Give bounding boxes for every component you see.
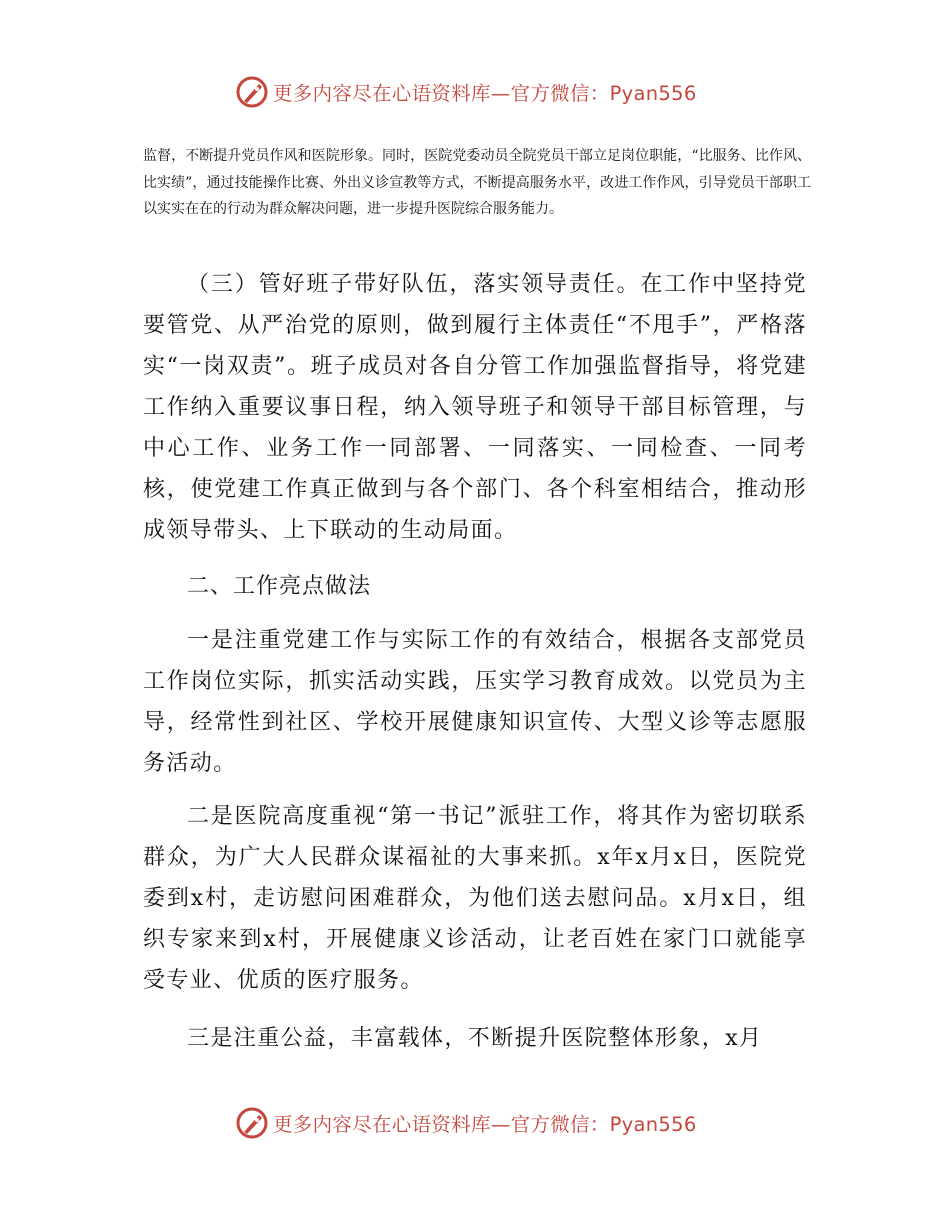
watermark-text: 更多内容尽在心语资料库—官方微信：Pyan556 — [273, 82, 697, 105]
continued-paragraph: 监督，不断提升党员作风和医院形象。同时，医院党委动员全院党员干部立足岗位职能，“比服务、比作风、比实绩”，通过技能操作比赛、外出义诊宣教等方式，不断提高服务水平，改进工作作风，引导党员干部职工以实实在在的行动为群众解决问题，进一步提升医院综合服务能力。 — [143, 148, 811, 217]
top-watermark-banner — [0, 72, 950, 112]
watermark-text: 更多内容尽在心语资料库—官方微信：Pyan556 — [273, 1113, 697, 1136]
point-two-paragraph: 二是医院高度重视“第一书记”派驻工作，将其作为密切联系群众，为广大人民群众谋福祉的大事来抓。x年x月x日，医院党委到x村，走访慰问困难群众，为他们送去慰问品。x月x日，组织专家来到x村，开展健康义诊活动，让老百姓在家门口就能享受专业、优质的医疗服务。 — [143, 804, 807, 993]
bottom-watermark-banner — [0, 1103, 950, 1143]
section-three-paragraph: （三）管好班子带好队伍，落实领导责任。在工作中坚持党要管党、从严治党的原则，做到履行主体责任“不甩手”，严格落实“一岗双责”。班子成员对各自分管工作加强监督指导，将党建工作纳入重要议事日程，纳入领导班子和领导干部目标管理，与中心工作、业务工作一同部署、一同落实、一同检查、一同考核，使党建工作真正做到与各个部门、各个科室相结合，推动形成领导带头、上下联动的生动局面。 — [143, 272, 807, 543]
point-one-paragraph: 一是注重党建工作与实际工作的有效结合，根据各支部党员工作岗位实际，抓实活动实践，压实学习教育成效。以党员为主导，经常性到社区、学校开展健康知识宣传、大型义诊等志愿服务活动。 — [143, 628, 807, 776]
pen-nib-logo-icon — [235, 1106, 269, 1140]
section-heading-two: 二、工作亮点做法 — [187, 574, 372, 599]
point-three-paragraph: 三是注重公益，丰富载体，不断提升医院整体形象，x月 — [187, 1026, 763, 1051]
pen-nib-logo-icon — [235, 75, 269, 109]
